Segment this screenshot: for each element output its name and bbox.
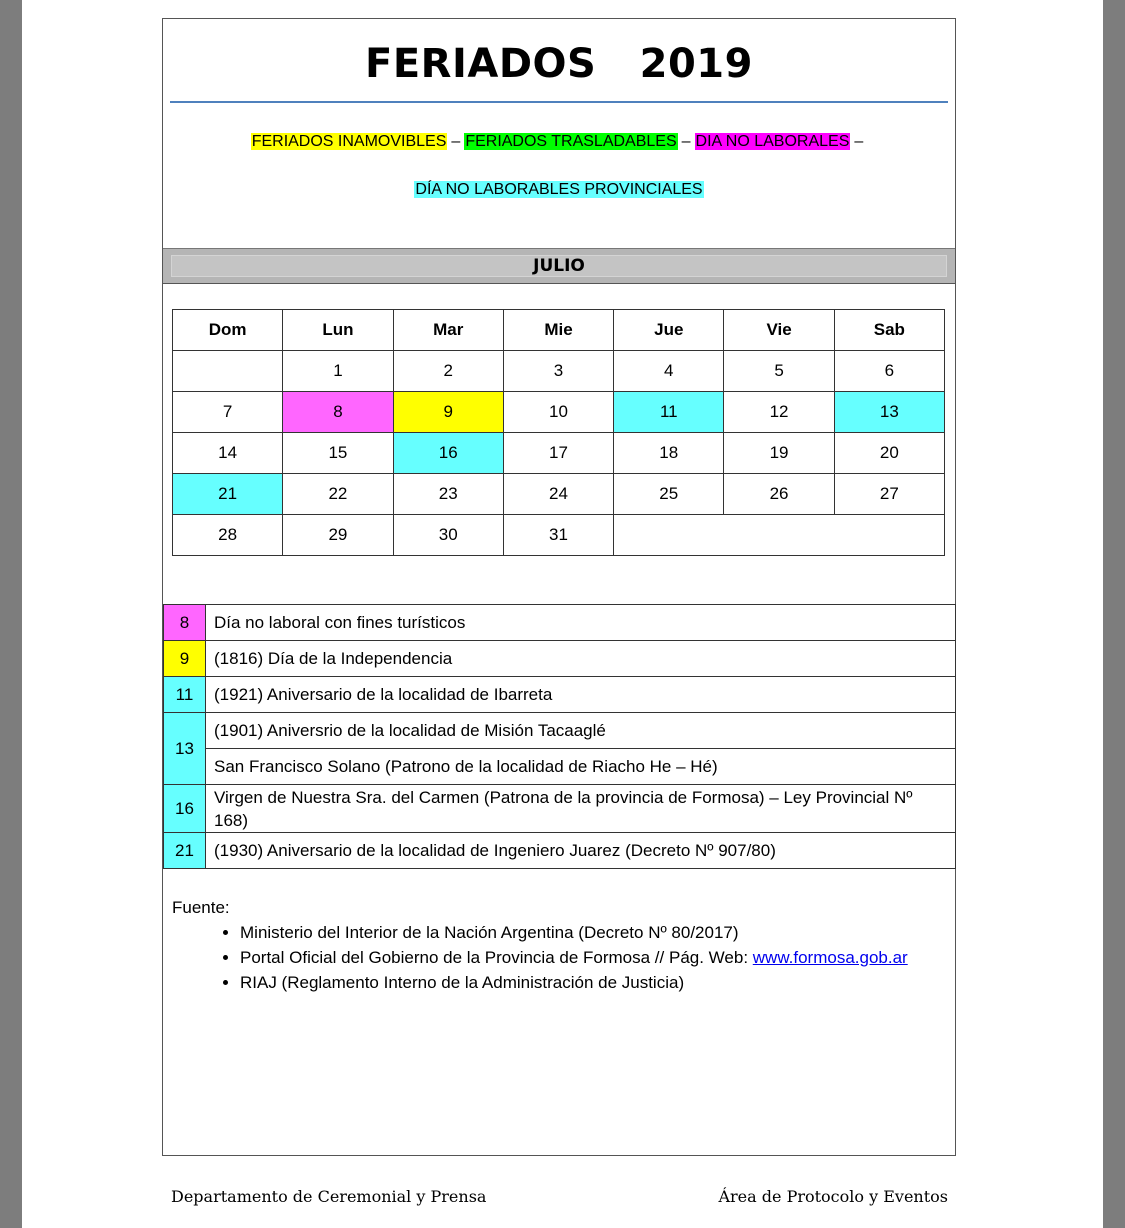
calendar-day-cell: 20 xyxy=(834,433,944,474)
holiday-row xyxy=(164,605,956,641)
holiday-row xyxy=(164,677,956,713)
legend-dash: – xyxy=(681,133,691,150)
calendar-day-cell: 23 xyxy=(393,474,503,515)
legend-line-2 xyxy=(163,179,955,201)
holiday-description: (1816) Día de la Independencia xyxy=(206,641,956,677)
calendar-day-cell-provincial: 21 xyxy=(173,474,283,515)
holiday-description: Día no laboral con fines turísticos xyxy=(206,605,956,641)
month-header xyxy=(163,248,955,284)
page-title: FERIADOS 2019 xyxy=(365,41,753,87)
title-divider xyxy=(170,101,948,103)
calendar-day-cell: 17 xyxy=(503,433,613,474)
legend-inamovibles: FERIADOS INAMOVIBLES xyxy=(251,133,447,150)
calendar-day-cell: 30 xyxy=(393,515,503,556)
holiday-description: (1921) Aniversario de la localidad de Ibarreta xyxy=(206,677,956,713)
calendar-day-cell: 31 xyxy=(503,515,613,556)
calendar-day-cell-inamovible: 9 xyxy=(393,392,503,433)
calendar-week-row xyxy=(173,392,945,433)
legend-trasladables: FERIADOS TRASLADABLES xyxy=(465,133,677,150)
holiday-description: (1901) Aniversrio de la localidad de Misión Tacaaglé xyxy=(206,713,956,749)
calendar-day-cell: 14 xyxy=(173,433,283,474)
source-item xyxy=(240,945,908,970)
sources-section xyxy=(172,895,908,995)
source-text: Ministerio del Interior de la Nación Argentina (Decreto Nº 80/2017) xyxy=(240,923,739,942)
calendar-empty-cell xyxy=(614,515,945,556)
calendar-day-cell: 26 xyxy=(724,474,834,515)
holiday-description: San Francisco Solano (Patrono de la localidad de Riacho He – Hé) xyxy=(206,749,956,785)
holiday-day: 21 xyxy=(164,833,206,869)
calendar-day-cell-provincial: 11 xyxy=(614,392,724,433)
weekday-header: Dom xyxy=(173,310,283,351)
sources-heading: Fuente: xyxy=(172,898,230,917)
source-text: RIAJ (Reglamento Interno de la Administración de Justicia) xyxy=(240,973,685,992)
holiday-row xyxy=(164,785,956,833)
holiday-day: 16 xyxy=(164,785,206,833)
calendar-day-cell: 10 xyxy=(503,392,613,433)
calendar-day-cell: 25 xyxy=(614,474,724,515)
calendar-day-cell: 7 xyxy=(173,392,283,433)
legend-dash: – xyxy=(854,133,864,150)
holiday-description: (1930) Aniversario de la localidad de Ingeniero Juarez (Decreto Nº 907/80) xyxy=(206,833,956,869)
calendar-week-row xyxy=(173,474,945,515)
legend-provinciales: DÍA NO LABORABLES PROVINCIALES xyxy=(415,181,703,198)
calendar-day-cell: 5 xyxy=(724,351,834,392)
calendar-day-cell: 24 xyxy=(503,474,613,515)
holiday-row xyxy=(164,641,956,677)
calendar-day-cell: 4 xyxy=(614,351,724,392)
weekday-header: Lun xyxy=(283,310,393,351)
calendar-day-cell: 27 xyxy=(834,474,944,515)
weekday-header: Sab xyxy=(834,310,944,351)
holiday-day: 13 xyxy=(164,713,206,785)
calendar-week-row xyxy=(173,351,945,392)
calendar-day-cell-provincial: 13 xyxy=(834,392,944,433)
holiday-day: 11 xyxy=(164,677,206,713)
month-label: JULIO xyxy=(533,256,585,276)
source-text: Portal Oficial del Gobierno de la Provincia de Formosa // Pág. Web: xyxy=(240,948,753,967)
weekday-header: Mar xyxy=(393,310,503,351)
weekday-header: Vie xyxy=(724,310,834,351)
calendar-day-cell xyxy=(173,351,283,392)
calendar-day-cell: 6 xyxy=(834,351,944,392)
calendar-day-cell: 19 xyxy=(724,433,834,474)
calendar-week-row xyxy=(173,433,945,474)
calendar-day-cell: 28 xyxy=(173,515,283,556)
source-item xyxy=(240,920,908,945)
calendar-day-cell: 22 xyxy=(283,474,393,515)
weekday-header: Jue xyxy=(614,310,724,351)
calendar-day-cell: 12 xyxy=(724,392,834,433)
legend-no-laborales: DIA NO LABORALES xyxy=(695,133,850,150)
holiday-row xyxy=(164,713,956,749)
formosa-website-link[interactable]: www.formosa.gob.ar xyxy=(752,948,908,967)
holiday-row xyxy=(164,749,956,785)
calendar-day-cell: 2 xyxy=(393,351,503,392)
holiday-day: 9 xyxy=(164,641,206,677)
source-item xyxy=(240,970,908,995)
calendar-week-row xyxy=(173,515,945,556)
sources-list xyxy=(172,920,908,995)
holiday-day: 8 xyxy=(164,605,206,641)
calendar-day-cell-provincial: 16 xyxy=(393,433,503,474)
weekday-header-row xyxy=(173,310,945,351)
footer-left: Departamento de Ceremonial y Prensa xyxy=(171,1187,487,1206)
legend-dash: – xyxy=(451,133,461,150)
holiday-details-table xyxy=(163,604,956,869)
document-page xyxy=(22,0,1103,1228)
legend-line-1 xyxy=(163,131,955,153)
weekday-header: Mie xyxy=(503,310,613,351)
content-frame xyxy=(162,18,956,1156)
footer-right: Área de Protocolo y Eventos xyxy=(718,1187,948,1206)
calendar-day-cell: 18 xyxy=(614,433,724,474)
calendar-day-cell: 15 xyxy=(283,433,393,474)
calendar-day-cell: 1 xyxy=(283,351,393,392)
calendar-day-cell: 3 xyxy=(503,351,613,392)
calendar-table xyxy=(172,309,945,556)
holiday-row xyxy=(164,833,956,869)
calendar-day-cell: 29 xyxy=(283,515,393,556)
holiday-description: Virgen de Nuestra Sra. del Carmen (Patrona de la provincia de Formosa) – Ley Provincial Nº 168) xyxy=(206,785,956,833)
calendar-day-cell-no-laboral: 8 xyxy=(283,392,393,433)
